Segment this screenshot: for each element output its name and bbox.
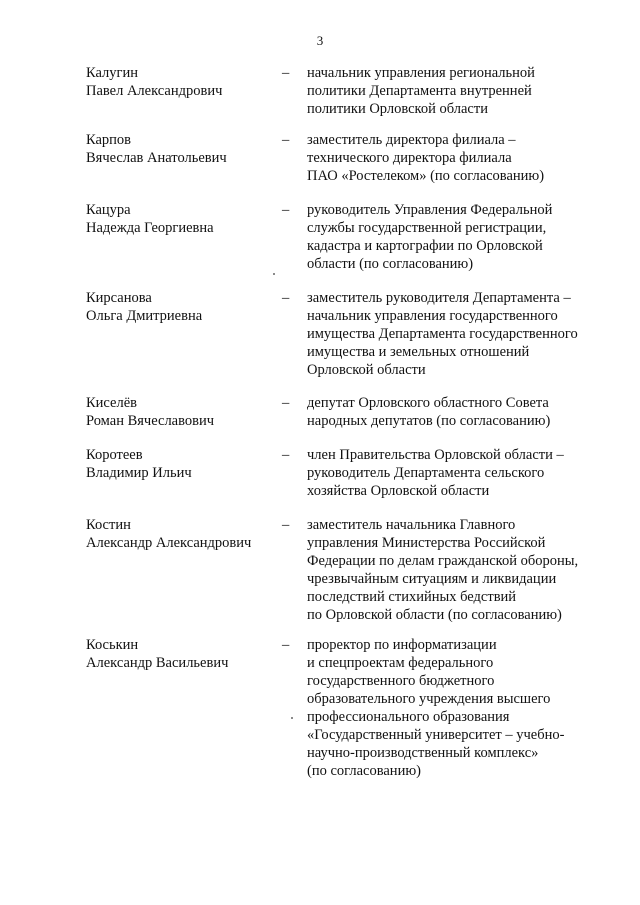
member-name — [86, 201, 276, 237]
separator-dash: – — [282, 395, 290, 411]
position-line: области (по согласованию) — [307, 256, 474, 272]
member-name — [86, 516, 276, 552]
position-line: имущества и земельных отношений — [307, 344, 530, 360]
member-name — [86, 131, 276, 167]
separator-dash: – — [282, 132, 290, 148]
member-surname: Коськин — [86, 637, 139, 653]
position-line: начальник управления региональной — [307, 65, 535, 81]
position-line: Федерации по делам гражданской обороны, — [307, 553, 579, 569]
member-surname: Коротеев — [86, 447, 143, 463]
position-line: имущества Департамента государственного — [307, 326, 578, 342]
position-line: руководитель Департамента сельского — [307, 465, 545, 481]
position-line: профессионального образования — [307, 709, 510, 725]
member-surname: Кирсанова — [86, 290, 152, 306]
member-given-names: Надежда Георгиевна — [86, 220, 214, 236]
position-line: ПАО «Ростелеком» (по согласованию) — [307, 168, 545, 184]
position-line: научно-производственный комплекс» — [307, 745, 539, 761]
position-line: последствий стихийных бедствий — [307, 589, 517, 605]
separator-dash: – — [282, 65, 290, 81]
member-position — [307, 289, 607, 379]
position-line: по Орловской области (по согласованию) — [307, 607, 562, 623]
member-name — [86, 636, 276, 672]
separator-dash: – — [282, 517, 290, 533]
member-name — [86, 394, 276, 430]
position-line: член Правительства Орловской области – — [307, 447, 564, 463]
member-position — [307, 394, 607, 430]
member-given-names: Александр Александрович — [86, 535, 252, 551]
position-line: заместитель директора филиала – — [307, 132, 516, 148]
member-position — [307, 131, 607, 185]
position-line: государственного бюджетного — [307, 673, 495, 689]
page-number: 3 — [316, 33, 324, 48]
scan-speck — [291, 717, 293, 719]
member-given-names: Владимир Ильич — [86, 465, 192, 481]
position-line: чрезвычайным ситуациям и ликвидации — [307, 571, 557, 587]
position-line: «Государственный университет – учебно- — [307, 727, 565, 743]
member-surname: Костин — [86, 517, 131, 533]
position-line: и спецпроектам федерального — [307, 655, 494, 671]
position-line: проректор по информатизации — [307, 637, 497, 653]
position-line: (по согласованию) — [307, 763, 421, 779]
separator-dash: – — [282, 290, 290, 306]
position-line: народных депутатов (по согласованию) — [307, 413, 551, 429]
member-name — [86, 446, 276, 482]
member-position — [307, 516, 607, 624]
member-surname: Кацура — [86, 202, 131, 218]
member-name — [86, 64, 276, 100]
separator-dash: – — [282, 202, 290, 218]
position-line: депутат Орловского областного Совета — [307, 395, 549, 411]
member-given-names: Александр Васильевич — [86, 655, 229, 671]
separator-dash: – — [282, 637, 290, 653]
position-line: службы государственной регистрации, — [307, 220, 547, 236]
member-position — [307, 446, 607, 500]
position-line: руководитель Управления Федеральной — [307, 202, 553, 218]
position-line: заместитель начальника Главного — [307, 517, 516, 533]
member-position — [307, 636, 607, 780]
position-line: начальник управления государственного — [307, 308, 558, 324]
scan-speck — [273, 273, 275, 275]
member-surname: Калугин — [86, 65, 138, 81]
member-given-names: Павел Александрович — [86, 83, 223, 99]
member-given-names: Ольга Дмитриевна — [86, 308, 203, 324]
member-surname: Киселёв — [86, 395, 137, 411]
position-line: кадастра и картографии по Орловской — [307, 238, 543, 254]
separator-dash: – — [282, 447, 290, 463]
position-line: Орловской области — [307, 362, 426, 378]
member-position — [307, 201, 607, 273]
position-line: управления Министерства Российской — [307, 535, 546, 551]
position-line: технического директора филиала — [307, 150, 512, 166]
position-line: хозяйства Орловской области — [307, 483, 490, 499]
position-line: заместитель руководителя Департамента – — [307, 290, 571, 306]
member-name — [86, 289, 276, 325]
position-line: политики Департамента внутренней — [307, 83, 532, 99]
position-line: политики Орловской области — [307, 101, 488, 117]
member-position — [307, 64, 607, 118]
member-given-names: Вячеслав Анатольевич — [86, 150, 227, 166]
position-line: образовательного учреждения высшего — [307, 691, 551, 707]
member-given-names: Роман Вячеславович — [86, 413, 215, 429]
member-surname: Карпов — [86, 132, 132, 148]
